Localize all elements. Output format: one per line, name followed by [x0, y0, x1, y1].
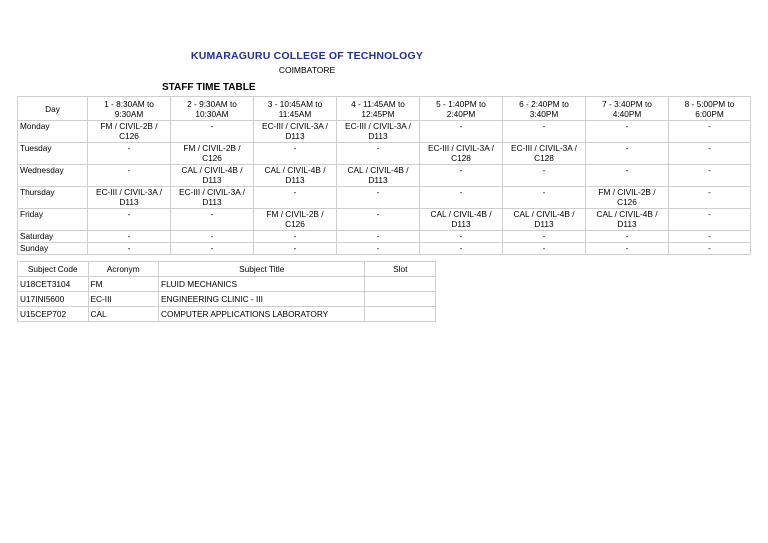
- timetable-cell: -: [88, 143, 171, 165]
- column-header: 6 - 2:40PM to 3:40PM: [503, 97, 586, 121]
- timetable-header-row: [18, 97, 751, 121]
- timetable-cell: FM / CIVIL-2B / C126: [88, 121, 171, 143]
- day-label: Friday: [18, 209, 88, 231]
- timetable-cell: -: [337, 209, 420, 231]
- column-header: 4 - 11:45AM to 12:45PM: [337, 97, 420, 121]
- timetable-cell: CAL / CIVIL-4B / D113: [337, 165, 420, 187]
- college-city: COIMBATORE: [278, 65, 336, 75]
- timetable-cell: -: [88, 209, 171, 231]
- timetable-cell: -: [88, 231, 171, 243]
- timetable-cell: EC-III / CIVIL-3A / D113: [88, 187, 171, 209]
- timetable-cell: -: [254, 187, 337, 209]
- timetable-cell: -: [420, 243, 503, 255]
- timetable-cell: -: [503, 187, 586, 209]
- timetable-cell: -: [420, 187, 503, 209]
- timetable-row: [18, 187, 751, 209]
- day-label: Wednesday: [18, 165, 88, 187]
- subject-row: [18, 307, 436, 322]
- timetable-cell: -: [171, 231, 254, 243]
- subject-cell: U18CET3104: [18, 277, 89, 292]
- timetable-cell: EC-III / CIVIL-3A / D113: [337, 121, 420, 143]
- timetable-cell: CAL / CIVIL-4B / D113: [503, 209, 586, 231]
- timetable-cell: -: [171, 209, 254, 231]
- subject-row: [18, 292, 436, 307]
- subject-cell: [365, 277, 436, 292]
- column-header: 2 - 9:30AM to 10:30AM: [171, 97, 254, 121]
- timetable-cell: CAL / CIVIL-4B / D113: [420, 209, 503, 231]
- timetable-cell: -: [503, 121, 586, 143]
- timetable-cell: -: [337, 231, 420, 243]
- timetable-cell: -: [254, 243, 337, 255]
- timetable-cell: -: [337, 187, 420, 209]
- column-header: 8 - 5:00PM to 6:00PM: [669, 97, 751, 121]
- subject-cell: [365, 307, 436, 322]
- timetable-cell: EC-III / CIVIL-3A / C128: [503, 143, 586, 165]
- timetable-cell: -: [586, 231, 669, 243]
- day-label: Monday: [18, 121, 88, 143]
- day-label: Saturday: [18, 231, 88, 243]
- column-header: Slot: [365, 262, 436, 277]
- subject-cell: CAL: [88, 307, 159, 322]
- column-header: 1 - 8:30AM to 9:30AM: [88, 97, 171, 121]
- timetable-cell: -: [669, 143, 751, 165]
- timetable-cell: -: [171, 121, 254, 143]
- timetable-row: [18, 209, 751, 231]
- timetable-cell: FM / CIVIL-2B / C126: [254, 209, 337, 231]
- column-header: 7 - 3:40PM to 4:40PM: [586, 97, 669, 121]
- timetable-cell: -: [586, 243, 669, 255]
- timetable-row: [18, 243, 751, 255]
- column-header: 5 - 1:40PM to 2:40PM: [420, 97, 503, 121]
- subject-row: [18, 277, 436, 292]
- timetable-cell: -: [254, 231, 337, 243]
- timetable-row: [18, 143, 751, 165]
- subject-header-row: [18, 262, 436, 277]
- timetable-cell: -: [669, 165, 751, 187]
- page-title: STAFF TIME TABLE: [162, 82, 256, 93]
- subject-cell: [365, 292, 436, 307]
- timetable-cell: -: [669, 231, 751, 243]
- timetable-cell: CAL / CIVIL-4B / D113: [171, 165, 254, 187]
- timetable-cell: -: [420, 231, 503, 243]
- column-header: 3 - 10:45AM to 11:45AM: [254, 97, 337, 121]
- timetable-cell: -: [669, 209, 751, 231]
- subject-table: [17, 261, 436, 322]
- column-header: Acronym: [88, 262, 159, 277]
- timetable-cell: FM / CIVIL-2B / C126: [586, 187, 669, 209]
- timetable-cell: -: [88, 165, 171, 187]
- day-label: Thursday: [18, 187, 88, 209]
- subject-cell: U15CEP702: [18, 307, 89, 322]
- subject-cell: EC-III: [88, 292, 159, 307]
- subject-cell: ENGINEERING CLINIC - III: [159, 292, 365, 307]
- timetable-cell: -: [586, 143, 669, 165]
- timetable-cell: -: [669, 187, 751, 209]
- timetable-cell: -: [669, 243, 751, 255]
- timetable-cell: -: [420, 121, 503, 143]
- column-header: Subject Title: [159, 262, 365, 277]
- column-header: Day: [18, 97, 88, 121]
- subject-cell: COMPUTER APPLICATIONS LABORATORY: [159, 307, 365, 322]
- timetable-cell: -: [337, 143, 420, 165]
- column-header: Subject Code: [18, 262, 89, 277]
- day-label: Sunday: [18, 243, 88, 255]
- timetable-cell: -: [503, 165, 586, 187]
- college-name: KUMARAGURU COLLEGE OF TECHNOLOGY: [190, 50, 424, 62]
- timetable-cell: EC-III / CIVIL-3A / D113: [171, 187, 254, 209]
- timetable-cell: EC-III / CIVIL-3A / D113: [254, 121, 337, 143]
- timetable-cell: -: [586, 165, 669, 187]
- timetable-row: [18, 165, 751, 187]
- timetable-cell: -: [669, 121, 751, 143]
- timetable-row: [18, 121, 751, 143]
- timetable-cell: -: [337, 243, 420, 255]
- timetable-cell: -: [171, 243, 254, 255]
- timetable-cell: -: [586, 121, 669, 143]
- timetable-cell: -: [420, 165, 503, 187]
- day-label: Tuesday: [18, 143, 88, 165]
- timetable-cell: CAL / CIVIL-4B / D113: [254, 165, 337, 187]
- subject-cell: FLUID MECHANICS: [159, 277, 365, 292]
- subject-cell: FM: [88, 277, 159, 292]
- timetable-cell: CAL / CIVIL-4B / D113: [586, 209, 669, 231]
- timetable-cell: FM / CIVIL-2B / C126: [171, 143, 254, 165]
- subject-cell: U17INI5600: [18, 292, 89, 307]
- staff-timetable: [17, 96, 751, 255]
- timetable-cell: -: [88, 243, 171, 255]
- timetable-cell: EC-III / CIVIL-3A / C128: [420, 143, 503, 165]
- timetable-cell: -: [503, 243, 586, 255]
- timetable-cell: -: [254, 143, 337, 165]
- timetable-cell: -: [503, 231, 586, 243]
- timetable-row: [18, 231, 751, 243]
